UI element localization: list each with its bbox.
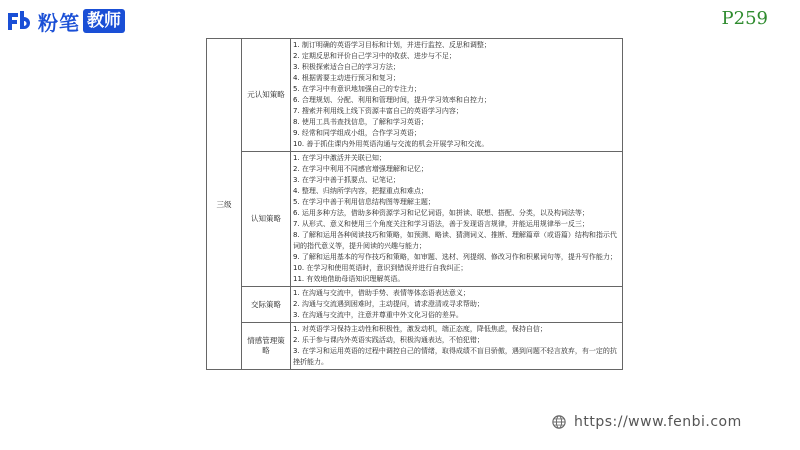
page-number: P259 xyxy=(721,8,768,29)
footer-url-text: https://www.fenbi.com xyxy=(574,414,742,430)
strategy-item: 1. 在沟通与交流中，借助手势、表情等体态语表达意义； xyxy=(293,289,470,297)
strategy-item: 3. 积极探索适合自己的学习方法； xyxy=(293,63,400,71)
strategy-item: 6. 合理规划、分配、利用和管理时间，提升学习效率和自控力； xyxy=(293,96,491,104)
strategy-item: 10. 在学习和使用英语时，意识到错误并进行自我纠正； xyxy=(293,264,468,272)
category-cell: 情感管理策略 xyxy=(242,323,291,370)
fb-logo-icon xyxy=(6,9,36,33)
strategy-item: 2. 沟通与交流遇到困难时，主动提问，请求澄清或寻求帮助； xyxy=(293,300,484,308)
strategy-item: 1. 在学习中激活并关联已知； xyxy=(293,154,386,162)
table-row xyxy=(207,39,623,152)
level-cell: 三级 xyxy=(207,39,242,370)
strategy-item: 3. 在学习中善于抓要点、记笔记； xyxy=(293,176,400,184)
strategy-item: 9. 了解和运用基本的写作技巧和策略，如审题、选材、列提纲、修改习作和积累词句等，提升写作能力； xyxy=(293,253,617,261)
strategy-item: 1. 对英语学习保持主动性和积极性，激发动机，端正态度，降低焦虑，保持自信； xyxy=(293,325,547,333)
strategy-item: 2. 定期反思和评价自己学习中的收获、进步与不足； xyxy=(293,52,456,60)
strategy-item: 8. 使用工具书查找信息，了解和学习英语； xyxy=(293,118,428,126)
strategy-item: 6. 运用多种方法，借助多种资源学习和记忆词语，如拼读、联想、搭配、分类，以及构词法等； xyxy=(293,209,589,217)
strategy-item: 4. 整理、归纳所学内容，把握重点和难点； xyxy=(293,187,428,195)
brand-badge: 教师 xyxy=(83,9,125,33)
strategy-item: 5. 在学习中善于利用信息结构图等理解主题； xyxy=(293,198,435,206)
strategy-item: 7. 从形式、意义和使用三个角度关注和学习语法，善于发现语言规律，并能运用规律举一反三； xyxy=(293,220,589,228)
strategy-item: 5. 在学习中有意识地加强自己的专注力； xyxy=(293,85,421,93)
footer-url[interactable] xyxy=(552,410,742,434)
strategy-item: 10. 善于抓住课内外用英语沟通与交流的机会开展学习和交流。 xyxy=(293,140,489,148)
header-bar xyxy=(0,0,800,40)
fenbi-logo xyxy=(6,8,125,34)
category-cell: 元认知策略 xyxy=(242,39,291,152)
strategy-item: 9. 经常和同学组成小组，合作学习英语； xyxy=(293,129,421,137)
category-cell: 交际策略 xyxy=(242,287,291,323)
strategy-item: 1. 制订明确的英语学习目标和计划，并进行监控、反思和调整； xyxy=(293,41,491,49)
strategy-item: 7. 搜索并利用线上线下资源丰富自己的英语学习内容； xyxy=(293,107,463,115)
strategy-item: 3. 在沟通与交流中，注意并尊重中外文化习俗的差异。 xyxy=(293,311,463,319)
strategy-item: 3. 在学习和运用英语的过程中调控自己的情绪，取得成绩不盲目骄傲，遇到问题不轻言放弃，有一定的抗挫折能力。 xyxy=(293,347,617,366)
category-cell: 认知策略 xyxy=(242,152,291,287)
strategy-item: 8. 了解和运用各种阅读技巧和策略，如预测、略读、猜测词义、推断、理解篇章（或语篇）结构和指示代词的指代意义等，提升阅读的兴趣与能力； xyxy=(293,231,617,250)
globe-icon xyxy=(552,415,566,429)
brand-name: 粉笔 xyxy=(38,10,80,35)
items-cell xyxy=(291,287,623,323)
strategy-item: 2. 在学习中利用不同感官增强理解和记忆； xyxy=(293,165,428,173)
strategy-item: 2. 乐于参与课内外英语实践活动，积极沟通表达，不怕犯错； xyxy=(293,336,484,344)
table-body xyxy=(207,39,623,370)
strategy-item: 11. 有效地借助母语知识理解英语。 xyxy=(293,275,405,283)
table-row xyxy=(207,323,623,370)
table-row xyxy=(207,152,623,287)
strategy-table xyxy=(206,38,623,410)
strategy-item: 4. 根据需要主动进行预习和复习； xyxy=(293,74,400,82)
items-cell xyxy=(291,39,623,152)
items-cell xyxy=(291,152,623,287)
items-cell xyxy=(291,323,623,370)
table-row xyxy=(207,287,623,323)
